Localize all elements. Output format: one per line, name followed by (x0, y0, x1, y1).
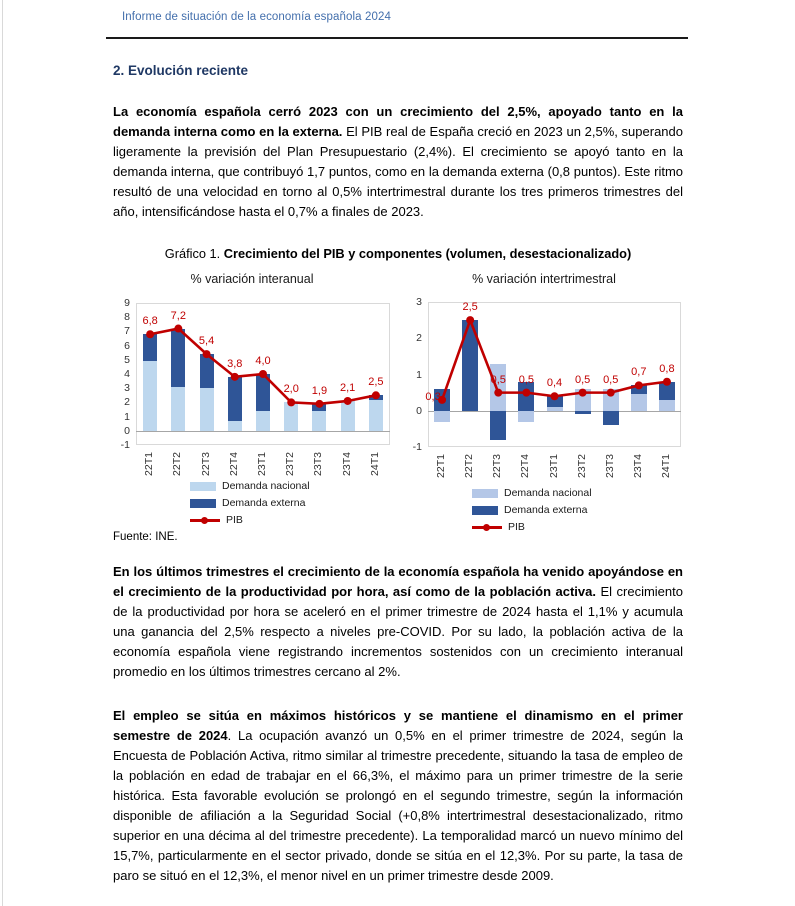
figure-title-text: Crecimiento del PIB y componentes (volumen, desestacionalizado) (220, 246, 632, 261)
legend-swatch-demanda-nacional (190, 482, 216, 491)
y-axis-tick-label: 3 (124, 382, 130, 395)
y-axis-tick-label: 8 (124, 311, 130, 324)
pib-data-label: 0,5 (490, 373, 506, 386)
y-axis-tick-label: 4 (124, 368, 130, 380)
y-axis-tick-label: 5 (124, 353, 130, 366)
legend-label: Demanda externa (222, 497, 306, 509)
pib-marker (635, 381, 643, 389)
pib-data-label: 2,1 (340, 381, 356, 394)
x-axis-tick-label: 22T3 (199, 452, 212, 476)
legend-item-demanda-nacional (190, 480, 310, 492)
paragraph-productivity-body: El crecimiento de la productividad por hora se aceleró en el primer trimestre de 2024 hasta el 1,1% y acumula una ganancia del 2,5% respecto a niveles pre-COVID. Por su lado, la población activa de la economía española viene registrando incrementos sostenidos con un crecimiento interanual promedio en los últimos trimestres cercano al 2%. (113, 584, 683, 679)
pib-data-label: 2,0 (283, 383, 299, 396)
pib-data-label: 3,8 (227, 357, 243, 370)
pib-marker (315, 400, 323, 408)
pib-line-layer (136, 303, 390, 445)
paragraph-employment-lead: El empleo se sitúa en máximos históricos y se mantiene el dinamismo en el primer semestre de 2024 (113, 708, 683, 743)
pib-data-label: 0,8 (659, 362, 675, 375)
pib-marker (579, 389, 587, 397)
y-axis-tick-label: 6 (124, 339, 130, 352)
chart-qoq-growth (398, 270, 690, 532)
paragraph-productivity (113, 562, 683, 682)
page-header-title: Informe de situación de la economía española 2024 (122, 11, 391, 23)
header-rule (106, 37, 688, 39)
legend-line-marker (201, 517, 208, 524)
pib-data-label: 1,9 (311, 384, 328, 397)
legend-line-swatch (190, 519, 220, 522)
x-axis-tick-label: 22T1 (143, 452, 156, 476)
paragraph-growth-2023-lead: La economía española cerró 2023 con un crecimiento del 2,5%, apoyado tanto en la demanda interna como en la externa. (113, 104, 683, 139)
legend-line-swatch (472, 526, 502, 529)
y-axis-tick-label: 3 (416, 296, 422, 308)
chart-subtitle: % variación intertrimestral (472, 272, 616, 286)
x-axis-tick-label: 22T1 (435, 454, 448, 478)
pib-marker (372, 391, 380, 399)
pib-data-label: 2,5 (462, 301, 478, 314)
y-axis-tick-label: 9 (124, 297, 130, 309)
pib-marker (551, 392, 559, 400)
chart-subtitle: % variación interanual (190, 272, 314, 286)
pib-data-label: 4,0 (255, 355, 271, 367)
x-axis-tick-label: 23T2 (575, 454, 588, 478)
pib-marker (231, 373, 239, 381)
paragraph-employment (113, 706, 683, 886)
y-axis-tick-label: 0 (124, 424, 130, 437)
legend-label: Demanda externa (504, 504, 588, 516)
x-axis-tick-label: 22T2 (171, 452, 184, 476)
figure-source: Fuente: INE. (113, 531, 178, 543)
pib-data-label: 5,4 (198, 335, 215, 348)
x-axis-tick-label: 22T4 (227, 452, 240, 476)
x-axis-tick-label: 23T3 (603, 454, 616, 478)
figure-label: Gráfico 1. (164, 246, 221, 261)
y-axis-tick-label: 2 (124, 396, 130, 409)
y-axis-tick-label: 0 (416, 404, 422, 417)
section-heading: 2. Evolución reciente (113, 63, 249, 78)
legend-label: PIB (226, 514, 243, 526)
pib-data-label: 0,3 (425, 390, 441, 403)
pib-marker (287, 398, 295, 406)
pib-marker (607, 389, 615, 397)
y-axis-tick-label: 7 (124, 325, 130, 338)
pib-marker (146, 330, 154, 338)
x-axis-tick-label: 23T2 (284, 452, 297, 476)
legend-swatch-demanda-nacional (472, 489, 498, 498)
pib-marker (344, 397, 352, 405)
y-axis-tick-label: -1 (120, 439, 130, 451)
paragraph-growth-2023 (113, 102, 683, 222)
pib-marker (203, 350, 211, 358)
chart-yoy-growth (106, 270, 398, 532)
pib-data-label: 0,7 (631, 366, 647, 379)
y-axis-tick-label: 2 (416, 332, 422, 345)
pib-marker (663, 378, 671, 386)
pib-marker (494, 389, 502, 397)
pib-marker (466, 316, 474, 324)
pib-data-label: 0,5 (603, 373, 619, 386)
legend-item-demanda-nacional (472, 487, 592, 499)
legend-swatch-demanda-externa (472, 506, 498, 515)
y-axis-tick-label: -1 (412, 441, 422, 453)
x-axis-tick-label: 22T3 (491, 454, 504, 478)
x-axis-tick-label: 23T4 (340, 452, 353, 476)
legend-label: Demanda nacional (222, 480, 310, 492)
paragraph-productivity-lead: En los últimos trimestres el crecimiento de la economía española ha venido apoyándose en el crecimiento de la productividad por hora, así como de la población activa. (113, 564, 683, 599)
legend-swatch-demanda-externa (190, 499, 216, 508)
pib-data-label: 0,5 (518, 373, 535, 386)
pib-data-label: 6,8 (142, 315, 158, 328)
x-axis-tick-label: 23T1 (256, 452, 268, 476)
legend-item-pib (472, 521, 525, 533)
paragraph-growth-2023-body: El PIB real de España creció en 2023 un 2,5%, superando ligeramente la previsión del Plan Presupuestario (2,4%). El crecimiento se apoyó tanto en la demanda interna, que contribuyó 1,7 puntos, como en la demanda externa (0,8 puntos). Este ritmo resultó de una velocidad en torno al 0,5% intertrimestral durante los tres primeros trimestres del año, intensificándose hasta el 0,7% a finales de 2023. (113, 124, 683, 219)
x-axis-tick-label: 24T1 (368, 452, 381, 476)
pib-marker (259, 370, 267, 378)
pib-marker (174, 325, 182, 333)
pib-data-label: 7,2 (170, 309, 186, 322)
legend-item-demanda-externa (190, 497, 305, 509)
figure-caption (113, 246, 683, 261)
y-axis-tick-label: 1 (416, 368, 422, 381)
legend-item-demanda-externa (472, 504, 587, 516)
legend-label: Demanda nacional (504, 487, 592, 499)
x-axis-tick-label: 22T2 (463, 454, 476, 478)
x-axis-tick-label: 23T4 (631, 454, 644, 478)
pib-data-label: 2,5 (368, 376, 384, 389)
x-axis-tick-label: 24T1 (659, 454, 672, 478)
page-edge-line (2, 0, 3, 906)
y-axis-tick-label: 1 (124, 410, 130, 423)
legend-line-marker (483, 524, 490, 531)
legend-item-pib (190, 514, 243, 526)
x-axis-tick-label: 23T1 (547, 454, 560, 478)
pib-marker (522, 389, 530, 397)
legend-label: PIB (508, 521, 525, 533)
pib-data-label: 0,5 (574, 373, 591, 386)
paragraph-employment-body: . La ocupación avanzó un 0,5% en el primer trimestre de 2024, según la Encuesta de Población Activa, ritmo similar al trimestre precedente, situando la tasa de empleo de la población en edad de trabajar en el 66,3%, el máximo para un primer trimestre de la serie histórica. Esta favorable evolución se prolongó en el segundo trimestre, según la información disponible de afiliación a la Seguridad Social (+0,8% intertrimestral desestacionalizado, ritmo superior en una décima al del trimestre precedente). La temporalidad marcó un nuevo mínimo del 15,7%, particularmente en el sector privado, donde se sitúa en el 12,3%. Por su parte, la tasa de paro se situó en el 12,3%, el menor nivel en un primer trimestre desde 2009. (113, 728, 683, 883)
x-axis-tick-label: 23T3 (312, 452, 325, 476)
pib-data-label: 0,4 (546, 377, 563, 390)
x-axis-tick-label: 22T4 (519, 454, 532, 478)
